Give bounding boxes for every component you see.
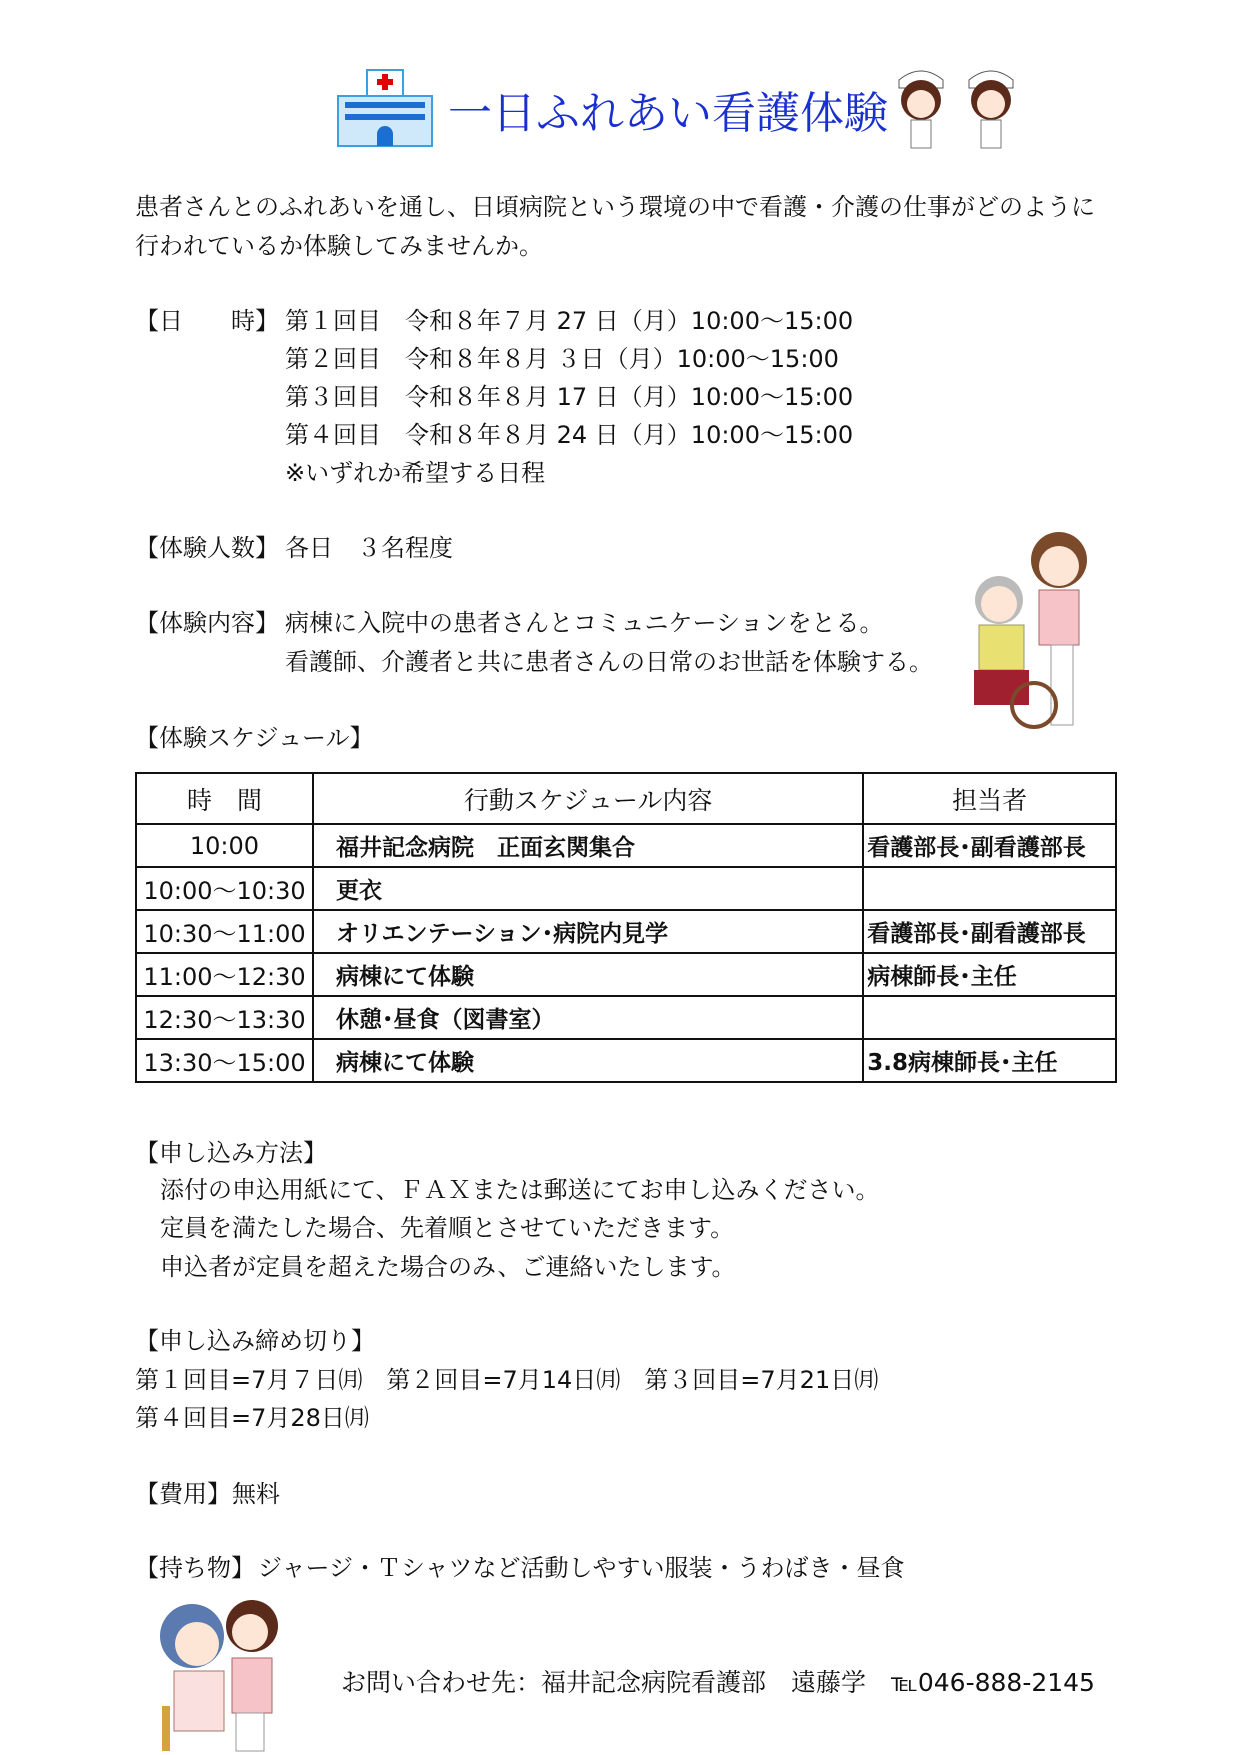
table-row [136, 867, 1116, 910]
apply-line: 申込者が定員を超えた場合のみ、ご連絡いたします。 [160, 1253, 736, 1281]
date-item: 第４回目 令和８年８月 24 日（月）10:00～15:00 [285, 421, 854, 449]
apply-line: 添付の申込用紙にて、ＦＡＸまたは郵送にてお申し込みください。 [160, 1176, 880, 1204]
apply-label: 【申し込み方法】 [135, 1139, 327, 1167]
content-label: 【体験内容】 [135, 609, 279, 637]
staff-cell: 看護部長･副看護部長 [863, 824, 1116, 867]
items-value: ジャージ・Ｔシャツなど活動しやすい服装・うわばき・昼食 [258, 1554, 905, 1582]
time-cell: 12:30～13:30 [136, 996, 313, 1039]
content-line: 病棟に入院中の患者さんとコミュニケーションをとる。 [285, 609, 884, 637]
activity-cell: 福井記念病院 正面玄関集合 [313, 824, 863, 867]
date-item: 第３回目 令和８年８月 17 日（月）10:00～15:00 [285, 383, 854, 411]
capacity-value: 各日 ３名程度 [285, 534, 453, 562]
table-row [136, 996, 1116, 1039]
staff-cell [863, 996, 1116, 1039]
nurses-illustration [891, 62, 1027, 152]
column-header-staff: 担当者 [863, 773, 1116, 824]
table-header-row [136, 773, 1116, 824]
deadline-line: 第４回目=7月28日㈪ [135, 1404, 369, 1432]
staff-cell: 看護部長･副看護部長 [863, 910, 1116, 953]
column-header-activity: 行動スケジュール内容 [313, 773, 863, 824]
hospital-icon [335, 68, 435, 148]
activity-cell: 病棟にて体験 [313, 1039, 863, 1082]
activity-cell: 更衣 [313, 867, 863, 910]
staff-cell: 3.8病棟師長･主任 [863, 1039, 1116, 1082]
contact-info: お問い合わせ先：福井記念病院看護部 遠藤学 ℡046-888-2145 [341, 1668, 1095, 1697]
apply-line: 定員を満たした場合、先着順とさせていただきます。 [160, 1214, 735, 1242]
intro-line: 患者さんとのふれあいを通し、日頃病院という環境の中で看護・介護の仕事がどのように [135, 193, 1095, 221]
time-cell: 13:30～15:00 [136, 1039, 313, 1082]
intro-line: 行われているか体験してみませんか。 [135, 232, 543, 260]
time-cell: 10:30～11:00 [136, 910, 313, 953]
caregiver-illustration [152, 1596, 300, 1754]
column-header-time: 時 間 [136, 773, 313, 824]
time-cell: 10:00～10:30 [136, 867, 313, 910]
activity-cell: オリエンテーション･病院内見学 [313, 910, 863, 953]
content-line: 看護師、介護者と共に患者さんの日常のお世話を体験する。 [285, 648, 933, 676]
schedule-label: 【体験スケジュール】 [135, 724, 374, 752]
staff-cell [863, 867, 1116, 910]
date-item: 第２回目 令和８年８月 ３日（月）10:00～15:00 [285, 345, 839, 373]
staff-cell: 病棟師長･主任 [863, 953, 1116, 996]
table-row [136, 910, 1116, 953]
page-title: 一日ふれあい看護体験 [448, 88, 888, 139]
time-cell: 11:00～12:30 [136, 953, 313, 996]
wheelchair-illustration [959, 530, 1117, 735]
fee-label: 【費用】 [135, 1480, 231, 1508]
deadline-line: 第１回目=7月７日㈪ 第２回目=7月14日㈪ 第３回目=7月21日㈪ [135, 1366, 879, 1394]
table-row [136, 824, 1116, 867]
deadline-label: 【申し込み締め切り】 [135, 1327, 375, 1355]
schedule-table [135, 772, 1117, 1083]
capacity-label: 【体験人数】 [135, 534, 279, 562]
fee-value: 無料 [232, 1480, 280, 1508]
table-row [136, 953, 1116, 996]
activity-cell: 病棟にて体験 [313, 953, 863, 996]
dates-note: ※いずれか希望する日程 [285, 459, 546, 487]
table-row [136, 1039, 1116, 1082]
time-cell: 10:00 [136, 824, 313, 867]
dates-label: 【日 時】 [135, 307, 279, 335]
activity-cell: 休憩･昼食（図書室） [313, 996, 863, 1039]
date-item: 第１回目 令和８年７月 27 日（月）10:00～15:00 [285, 307, 854, 335]
items-label: 【持ち物】 [135, 1554, 255, 1582]
